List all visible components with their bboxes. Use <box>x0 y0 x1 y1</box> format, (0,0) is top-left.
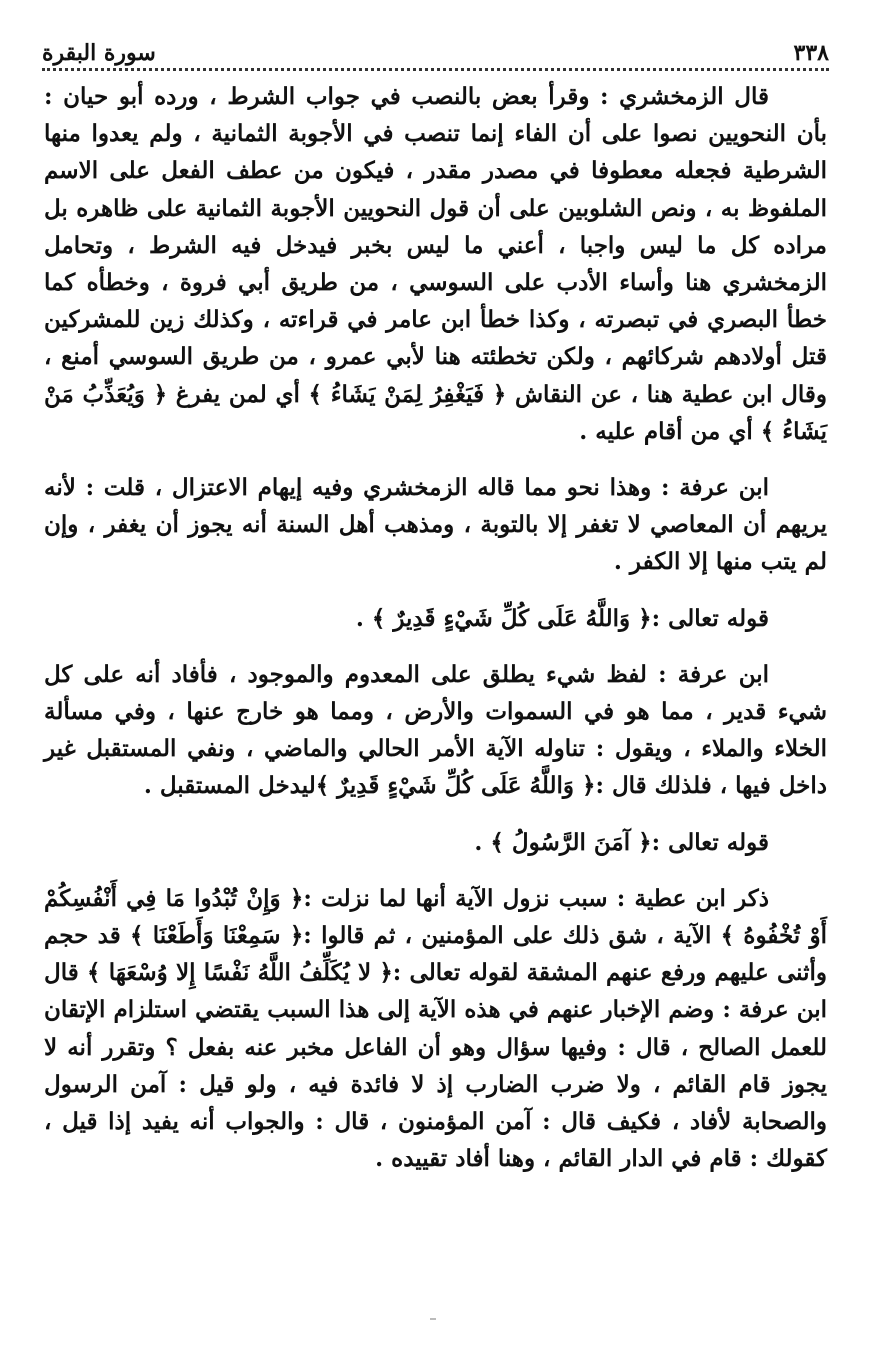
paragraph-ibn-arafa-itizal: ابن عرفة : وهذا نحو مما قاله الزمخشري وفيه إيهام الاعتزال ، قلت : لأنه يريهم أن المعاصي لا تغفر إلا بالتوبة ، ومذهب أهل السنة أنه يجوز أن يغفر ، وإن لم يتب منها إلا الكفر . <box>44 474 827 576</box>
paragraph-verse-qadir-heading: قوله تعالى :﴿ وَاللَّهُ عَلَى كُلِّ شَيْءٍ قَدِيرٌ ﴾ . <box>355 604 769 632</box>
page-header <box>42 30 829 71</box>
paragraph-zamakhshari-abu-hayyan: قال الزمخشري : وقرأ بعض بالنصب في جواب الشرط ، ورده أبو حيان : بأن النحويين نصوا على أن الفاء إنما تنصب في الأجوبة الثمانية ، ولم يعدوا منها الشرطية فجعله معطوفا في مصدر مقدر ، فيكون من عطف الفعل على الاسم الملفوظ به ، ونص الشلوبين على أن قول النحويين الأجوبة الثمانية على ظاهره بل مراده كل ما ليس واجبا ، أعني ما ليس بخبر فيدخل فيه الشرط ، وتحامل الزمخشري هنا وأساء الأدب على السوسي ، من طريق أبي فروة ، وخطأه كما خطأ البصري في تبصرته ، وكذا خطأ ابن عامر في قراءته ، وكذلك زين للمشركين قتل أولادهم شركائهم ، ولكن تخطئته هنا لأبي عمرو ، من طريق السوسي أمنع ، وقال ابن عطية هنا ، عن النقاش ﴿ فَيَغْفِرُ لِمَنْ يَشَاءُ ﴾ أي لمن يفرغ ﴿ وَيُعَذِّبُ مَنْ يَشَاءُ ﴾ أي من أقام عليه . <box>44 83 827 445</box>
page-body <box>44 78 827 1177</box>
page-number: ٣٣٨ <box>793 40 829 66</box>
paragraph-verse-amana-heading: قوله تعالى :﴿ آمَنَ الرَّسُولُ ﴾ . <box>474 828 769 856</box>
paragraph-ibn-atiyya-nuzul: ذكر ابن عطية : سبب نزول الآية أنها لما نزلت :﴿ وَإِنْ تُبْدُوا مَا فِي أَنْفُسِكُمْ أَوْ تُخْفُوهُ ﴾ الآية ، شق ذلك على المؤمنين ، ثم قالوا :﴿ سَمِعْنَا وَأَطَعْنَا ﴾ قد حجم وأثنى عليهم ورفع عنهم المشقة لقوله تعالى :﴿ لا يُكَلِّفُ اللَّهُ نَفْسًا إِلا وُسْعَهَا ﴾ قال ابن عرفة : وضم الإخبار عنهم في هذه الآية إلى هذا السبب يقتضي استلزام الإتقان للعمل الصالح ، قال : وفيها سؤال وهو أن الفاعل مخبر عنه بفعل ؟ وتقرر أنه لا يجوز قام القائم ، ولا ضرب الضارب إذ لا فائدة فيه ، ولو قيل : آمن الرسول والصحابة لأفاد ، فكيف قال : آمن المؤمنون ، قال : والجواب أنه يفيد إذا قيل ، كقولك : قام في الدار القائم ، وهنا أفاد تقييده . <box>44 884 827 1173</box>
surah-title: سورة البقرة <box>42 40 156 66</box>
bottom-scan-mark <box>430 1318 436 1320</box>
paragraph-ibn-arafa-shay: ابن عرفة : لفظ شيء يطلق على المعدوم والموجود ، فأفاد أنه على كل شيء قدير ، مما هو في السموات والأرض ، ومما هو خارج عنها ، وفي مسألة الخلاء والملاء ، ويقول : تناوله الآية الأمر الحالي والماضي ، ونفي المستقبل غير داخل فيها ، فلذلك قال :﴿ وَاللَّهُ عَلَى كُلِّ شَيْءٍ قَدِيرٌ ﴾ليدخل المستقبل . <box>44 660 827 800</box>
